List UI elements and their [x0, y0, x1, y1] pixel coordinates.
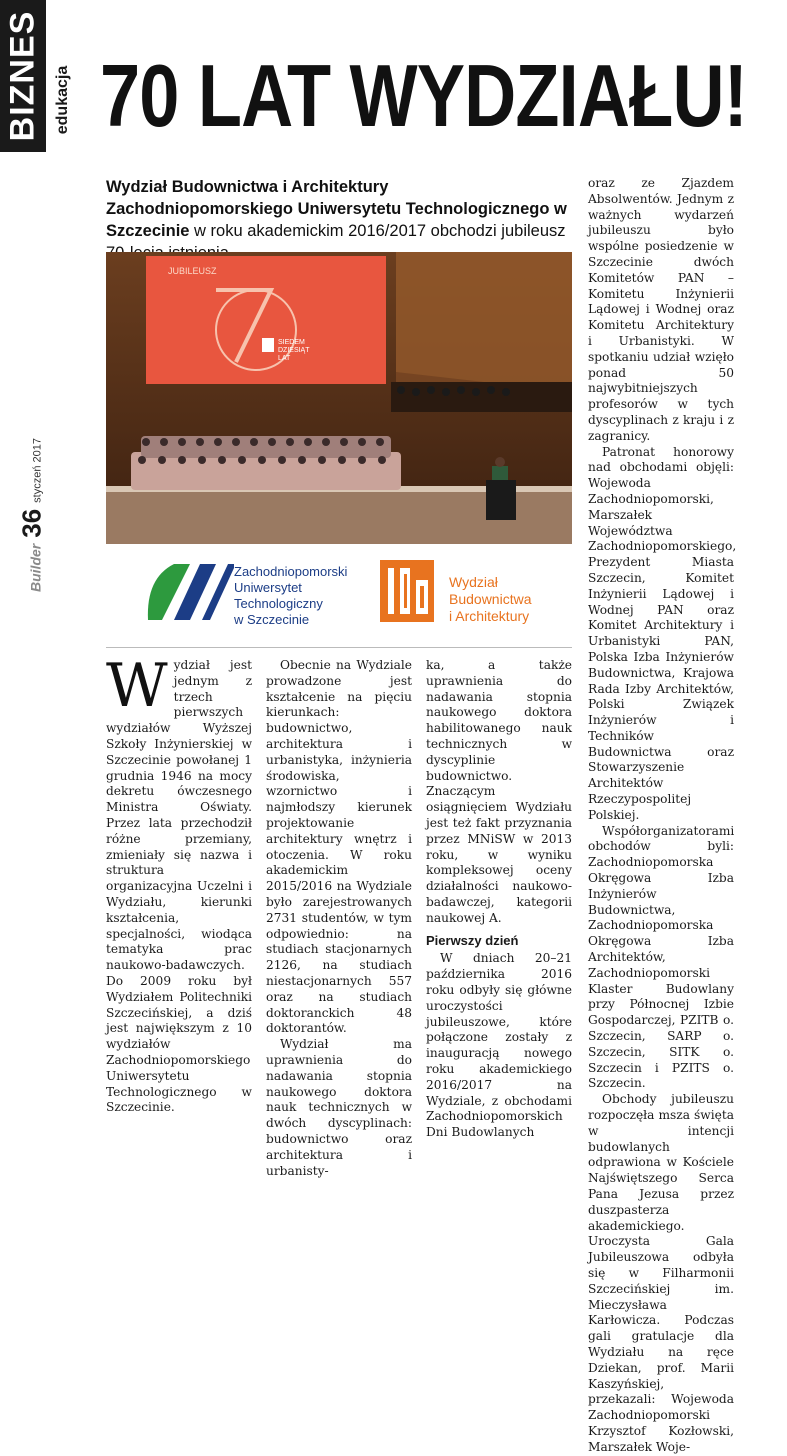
screen-line-2: DZIESIĄT — [278, 347, 310, 354]
logos-strip — [106, 552, 572, 646]
wba-logo — [378, 558, 436, 624]
paragraph: Obchody jubileuszu rozpoczęła msza święta w intencji budowlanych odprawiona w Kościele Najświętszego Serca Pana Jezusa przez duszpasterza akademickiego. Uroczysta Gala Jubileuszowa odbyła się w Filharmonii Szczecińskiej im. Mieczysława Karłowicza. Podczas gali gratulacje dla Wydziału na ręce Dziekan, prof. Marii Kaszyńskiej, przekazali: Wojewoda Zachodniopomorski Krzysztof Kozłowski, Marszałek Woje- — [588, 1092, 734, 1454]
subsection-tag — [50, 60, 76, 140]
paragraph: Patronat honorowy nad obchodami objęli: Wojewoda Zachodniopomorski, Marszałek Województwa Zachodniopomorskiego, Prezydent Miasta Szczecin, Komitet Inżynierii Lądowej i Wodnej PAN oraz Komitet Architektury i Urbanistyki PAN, Polska Izba Inżynierów Budownictwa, Krajowa Rada Izby Architektów, Polski Związek Inżynierów i Techników Budownictwa oraz Stowarzyszenie Architektów Rzeczypospolitej Polskiej. — [588, 444, 737, 822]
screen-line-1: SIEDEM — [278, 339, 305, 346]
lead-rest: w roku akademickim 2016/2017 obchodzi jubileusz — [194, 222, 566, 240]
paragraph: Obecnie na Wydziale prowadzone jest kształcenie na pięciu kierunkach: budownictwo, architektura i urbanistyka, inżynieria środowiska, wzornictwo i najmłodszy kierunek projektowanie architektury wnętrz i otoczenia. W roku akademickim 2015/2016 na Wydziale było zarejestrowanych 2731 studentów, w tym odpowiednio: na studiach stacjonarnych 2126, na studiach niestacjonarnych 557 oraz na studiach doktoranckich 48 doktorantów. — [266, 658, 412, 1036]
article-column-2 — [266, 658, 412, 1179]
paragraph: Współorganizatorami obchodów byli: Zachodniopomorska Okręgowa Izba Inżynierów Budownictwa, Zachodniopomorska Okręgowa Izba Architektów, Zachodniopomorski Klaster Budowlany przy Północnej Izbie Gospodarczej, PZITB o. Szczecin, SARP o. Szczecin, SITK o. Szczecin i PZITS o. Szczecin. — [588, 823, 735, 1091]
zut-line-4: w Szczecinie — [234, 612, 310, 627]
subsection-label: edukacja — [54, 65, 71, 135]
drop-cap: W — [106, 651, 168, 721]
wba-line-2: Budownictwa — [449, 591, 532, 607]
page-number: 36 — [16, 508, 47, 538]
screen-line-3: LAT — [278, 355, 291, 362]
zut-line-1: Zachodniopomorski — [234, 564, 348, 579]
subheading: Pierwszy dzień — [426, 932, 519, 948]
zut-logo — [144, 558, 234, 624]
paragraph: ka, a także uprawnienia do nadawania stopnia naukowego doktora habilitowanego nauk technicznych w dyscyplinie budownictwo. Znaczącym osiągnięciem Wydziału jest też fakt przyznania przez MNiSW w 2013 roku, w wyniku kompleksowej oceny działalności naukowo-badawczej, kategorii naukowej A. — [426, 658, 572, 925]
wba-line-1: Wydział — [449, 574, 498, 590]
zut-name — [234, 564, 347, 628]
section-label: BIZNES — [3, 10, 42, 142]
screen-jubileusz: JUBILEUSZ — [168, 266, 217, 276]
section-tag — [0, 0, 46, 152]
wba-name — [449, 574, 532, 625]
lead-bold: Wydział Budownictwa i Architektury Zachodniopomorskiego Uniwersytetu Technologicznego w Szczecinie — [106, 178, 567, 240]
paragraph: ydział jest jednym z trzech pierwszych wydziałów Wyższej Szkoły Inżynierskiej w Szczecinie powołanej 1 grudnia 1946 na mocy dekretu ówczesnego Ministra Oświaty. Przez lata przechodził różne przemiany, zmieniały się nazwa i struktura organizacyjna Uczelni i Wydziału, kierunki kształcenia, specjalności, wiodąca tematyka prac naukowo-badawczych. Do 2009 roku był Wydziałem Politechniki Szczecińskiej, a dziś jest największym z 10 wydziałów Zachodniopomorskiego Uniwersytetu Technologicznego w Szczecinie. — [106, 658, 252, 1115]
zut-line-3: Technologiczny — [234, 596, 323, 611]
ceremony-illustration — [106, 252, 572, 544]
paragraph: W dniach 20–21 października 2016 roku odbyły się główne uroczystości jubileuszowe, które połączone zostały z inauguracją nowego roku akademickiego 2016/2017 na Wydziale, z obchodami Zachodniopomorskich Dni Budowlanych — [426, 951, 572, 1140]
zut-line-2: Uniwersytet — [234, 580, 302, 595]
article-column-4 — [588, 176, 737, 1456]
page-info — [12, 440, 52, 590]
wba-line-3: i Architektury — [449, 608, 530, 624]
paragraph: Wydział ma uprawnienia do nadawania stopnia naukowego doktora nauk technicznych w dwóch dyscyplinach: budownictwo oraz architektura i urbanisty- — [266, 1037, 412, 1178]
article-lead — [106, 176, 576, 264]
magazine-name: Builder — [27, 543, 44, 592]
article-column-1 — [106, 651, 252, 1116]
paragraph: oraz ze Zjazdem Absolwentów. Jednym z ważnych wydarzeń jubileuszu było wspólne posiedzenie w Szczecinie dwóch Komitetów PAN – Komitetu Inżynierii Lądowej i Wodnej oraz Komitetu Architektury i Urbanistyki. W spotkaniu udział wzięło ponad 50 najwybitniejszych profesorów w tych dyscyplinach z kraju i z zagranicy. — [588, 176, 734, 443]
article-column-3 — [426, 658, 572, 1141]
article-title: 70 LAT WYDZIAŁU! — [100, 46, 747, 145]
divider — [106, 647, 572, 648]
issue-date: styczeń 2017 — [31, 438, 44, 503]
ceremony-photo — [106, 252, 572, 544]
